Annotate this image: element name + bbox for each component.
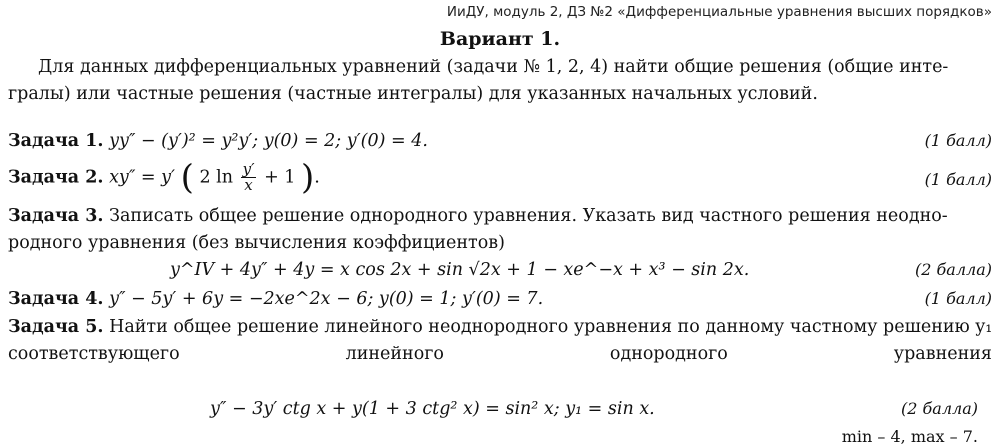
task-5-word: соответствующего [8, 344, 180, 364]
task-4 [8, 289, 992, 317]
task-2-paren-open: ( [180, 157, 194, 198]
task-2-paren-close: ) [301, 157, 315, 198]
task-3-label: Задача 3. [8, 206, 104, 226]
task-2-frac-num: y′ [242, 160, 255, 178]
task-2-label: Задача 2. [8, 167, 104, 188]
task-3-equation: y^IV + 4y″ + 4y = x cos 2x + sin √2x + 1 − xe^−x + x³ − sin 2x. [170, 260, 750, 280]
task-5-points: (2 балла) [901, 399, 978, 418]
task-5-word: уравнения [893, 344, 992, 364]
task-1-label: Задача 1. [8, 131, 104, 151]
task-2-equation-left: xy″ = y′ [109, 167, 176, 188]
intro-paragraph [8, 54, 992, 108]
task-5-equation-row [8, 399, 992, 419]
task-3-text-2: родного уравнения (без вычисления коэффициентов) [8, 233, 505, 253]
task-4-points: (1 балл) [924, 289, 992, 308]
intro-line-2: гралы) или частные решения (частные интегралы) для указанных начальных условий. [8, 84, 818, 104]
task-1-points: (1 балл) [924, 131, 992, 150]
task-1-equation: yy″ − (y′)² = y²y′; y(0) = 2; y′(0) = 4. [109, 131, 428, 151]
variant-title: Вариант 1. [439, 28, 561, 50]
task-5-line-2 [8, 344, 992, 364]
task-5-label: Задача 5. [8, 317, 104, 337]
task-3-text-1: Записать общее решение однородного уравнения. Указать вид частного решения неодно- [109, 206, 948, 226]
task-2-end: . [314, 167, 320, 188]
task-5-word: однородного [609, 344, 728, 364]
task-5-text-1: Найти общее решение линейного неоднородного уравнения по данному частному решению y₁ [109, 317, 993, 337]
task-2-log: 2 ln [199, 167, 234, 188]
task-4-label: Задача 4. [8, 289, 104, 309]
task-2-points: (1 балл) [924, 170, 992, 189]
task-3-equation-row [8, 260, 992, 280]
task-2-frac-den: x [244, 176, 253, 194]
document-header: ИиДУ, модуль 2, ДЗ №2 «Дифференциальные уравнения высших порядков» [446, 4, 992, 20]
task-1 [8, 131, 992, 159]
task-5-equation: y″ − 3y′ ctg x + y(1 + 3 ctg² x) = sin² x; y₁ = sin x. [210, 399, 655, 419]
task-2-fraction [241, 162, 257, 193]
task-5-word: линейного [345, 344, 444, 364]
task-5-line-1 [8, 317, 992, 337]
task-3-points: (2 балла) [915, 260, 992, 279]
task-3-line-1 [8, 206, 992, 226]
intro-line-1: Для данных дифференциальных уравнений (задачи № 1, 2, 4) найти общие решения (общие инте- [38, 57, 949, 77]
score-range: min – 4, max – 7. [841, 427, 978, 446]
task-2 [8, 157, 992, 202]
task-2-tail: + 1 [264, 167, 296, 188]
task-4-equation: y″ − 5y′ + 6y = −2xe^2x − 6; y(0) = 1; y′(0) = 7. [109, 289, 544, 309]
